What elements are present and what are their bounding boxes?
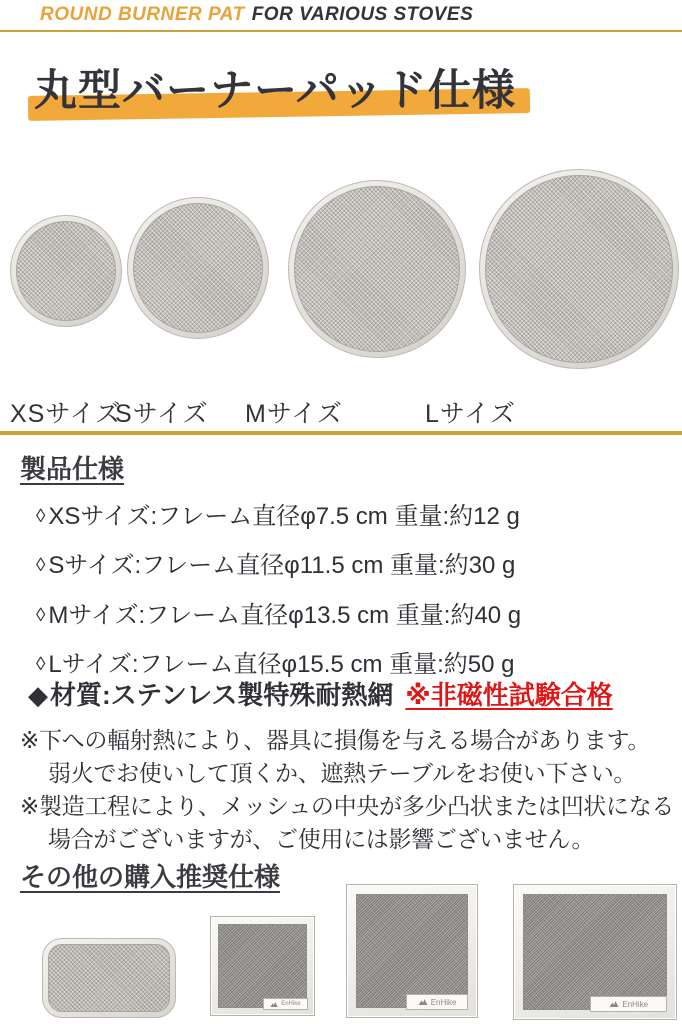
brand-label-plate	[590, 996, 667, 1012]
material-text: 材質:ステンレス製特殊耐熱網	[50, 680, 394, 710]
other-products-section-heading: その他の購入推奨仕様	[20, 862, 281, 892]
spec-item-text: Mサイズ:フレーム直径φ13.5 cm 重量:約40 g	[48, 602, 522, 629]
page-header	[40, 4, 473, 26]
rounded-rect-pad-image	[42, 938, 176, 1018]
diamond-bullet-icon: ◊	[36, 555, 46, 576]
filled-diamond-bullet-icon: ◆	[28, 680, 48, 710]
size-label-xs: XSサイズ	[10, 400, 122, 428]
non-magnetic-certification-text: ※非磁性試験合格	[405, 680, 613, 710]
brand-plate-text: EnHike	[622, 999, 649, 1009]
mesh-texture	[48, 944, 170, 1012]
spec-item-xs	[36, 496, 520, 531]
burner-pad-s-image	[127, 197, 269, 339]
specs-section-heading: 製品仕様	[20, 454, 125, 484]
diamond-bullet-icon: ◊	[36, 654, 46, 675]
spec-item-l	[36, 644, 515, 679]
diamond-bullet-icon: ◊	[36, 506, 46, 527]
burner-pad-xs-image	[10, 215, 122, 327]
mountain-logo-icon	[418, 999, 428, 1005]
header-brand-text: ROUND BURNER PAT	[40, 4, 245, 25]
mesh-texture	[294, 186, 460, 352]
material-spec-line	[28, 675, 613, 712]
header-suffix-text: FOR VARIOUS STOVES	[251, 4, 474, 25]
mesh-texture	[133, 203, 263, 333]
size-label-l: Lサイズ	[425, 400, 516, 428]
mountain-logo-icon	[270, 1002, 278, 1007]
section-divider-line	[0, 431, 682, 435]
header-divider-line	[0, 30, 682, 32]
brand-label-plate	[263, 998, 308, 1010]
brand-label-plate	[406, 994, 468, 1010]
mountain-logo-icon	[609, 1001, 619, 1007]
burner-pad-m-image	[288, 180, 466, 358]
mesh-texture	[218, 924, 307, 1008]
mesh-texture	[485, 175, 673, 363]
spec-item-s	[36, 545, 515, 580]
caution-note-line: 場合がございますが、ご使用には影響ございません。	[48, 826, 595, 852]
spec-item-m	[36, 595, 521, 630]
mesh-texture	[16, 221, 116, 321]
caution-note-line: ※製造工程により、メッシュの中央が多少凸状または凹状になる	[20, 793, 675, 819]
brand-plate-text: EnHike	[430, 997, 457, 1007]
brand-plate-text: EnHike	[281, 1001, 301, 1007]
mesh-texture	[523, 894, 667, 1010]
page-title	[34, 57, 516, 118]
page-title-text: 丸型バーナーパッド仕様	[34, 67, 516, 115]
spec-item-text: XSサイズ:フレーム直径φ7.5 cm 重量:約12 g	[48, 503, 520, 530]
burner-pad-l-image	[479, 169, 679, 369]
spec-item-text: Lサイズ:フレーム直径φ15.5 cm 重量:約50 g	[48, 651, 515, 678]
square-pad-small-image	[210, 916, 315, 1016]
size-label-s: Sサイズ	[115, 400, 209, 428]
square-pad-medium-image	[346, 884, 478, 1018]
size-label-m: Mサイズ	[245, 400, 343, 428]
caution-note-line: 弱火でお使いして頂くか、遮熱テーブルをお使い下さい。	[48, 760, 637, 786]
mesh-texture	[356, 894, 468, 1008]
square-pad-large-image	[513, 884, 677, 1020]
caution-note-line: ※下への輻射熱により、器具に損傷を与える場合があります。	[20, 727, 651, 753]
diamond-bullet-icon: ◊	[36, 605, 46, 626]
spec-item-text: Sサイズ:フレーム直径φ11.5 cm 重量:約30 g	[48, 552, 516, 579]
